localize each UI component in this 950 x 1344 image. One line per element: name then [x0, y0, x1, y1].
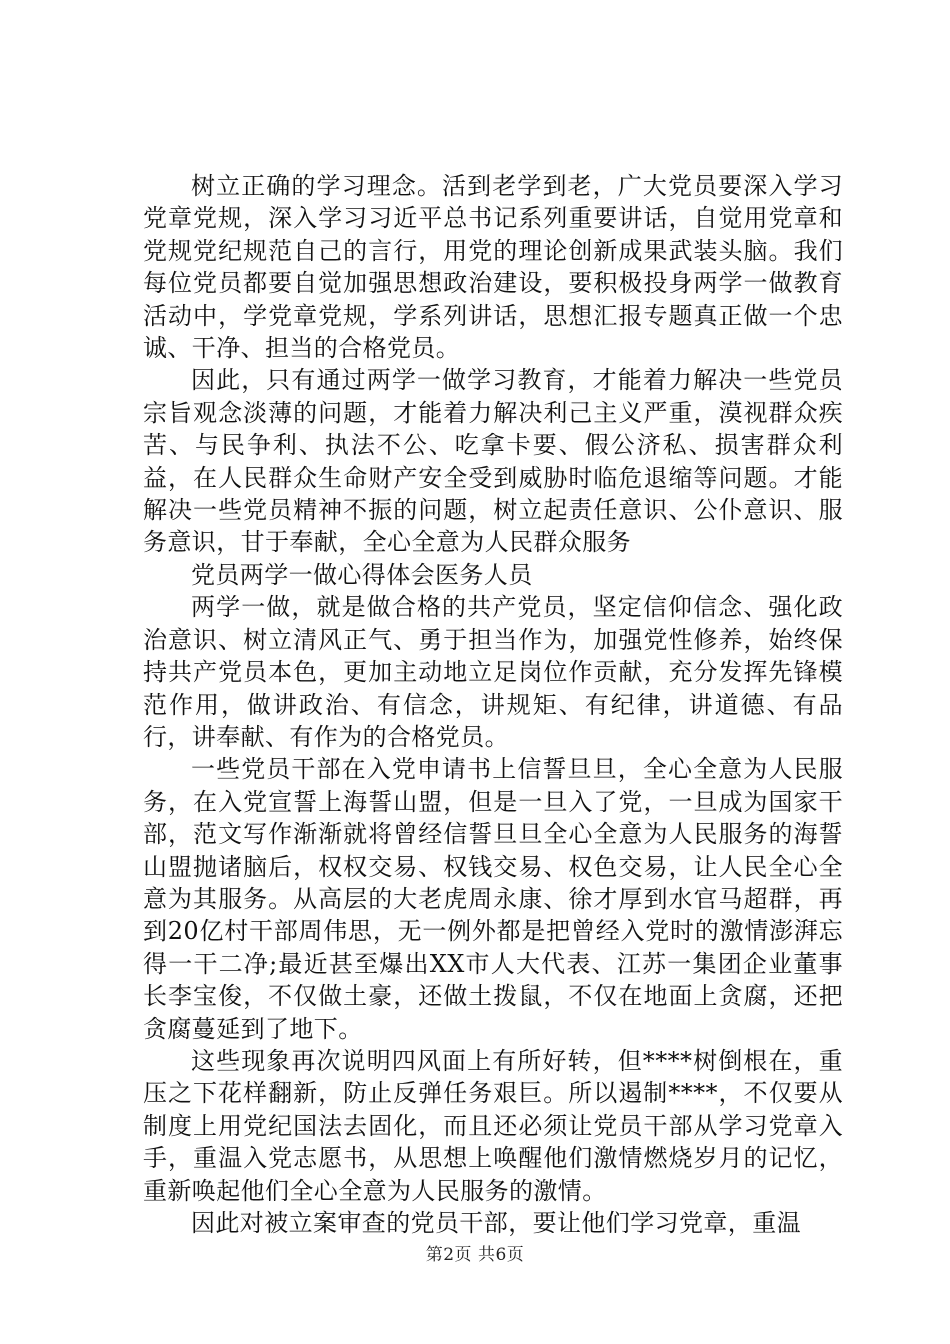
paragraph-two-studies: 两学一做，就是做合格的共产党员，坚定信仰信念、强化政治意识、树立清风正气、勇于担当作为，加强党性修养，始终保持共产党员本色，更加主动地立足岗位作贡献，充分发挥先锋模范作用，做讲政治、有信念，讲规矩、有纪律，讲道德、有品行，讲奉献、有作为的合格党员。 — [143, 593, 843, 751]
paragraph-some-cadres: 一些党员干部在入党申请书上信誓旦旦，全心全意为人民服务，在入党宣誓上海誓山盟，但是一旦入了党，一旦成为国家干部，范文写作渐渐就将曾经信誓旦旦全心全意为人民服务的海誓山盟抛诸脑后，权权交易、权钱交易、权色交易，让人民全心全意为其服务。从高层的大老虎周永康、徐才厚到水官马超群，再到20亿村干部周伟思，无一例外都是把曾经入党时的激情澎湃忘得一干二净;最近甚至爆出XX市人大代表、江苏一集团企业董事长李宝俊，不仅做土豪，还做土拨鼠，不仅在地面上贪腐，还把贪腐蔓延到了地下。 — [143, 755, 843, 1043]
body-text — [143, 170, 843, 1239]
paragraph-study-concept: 树立正确的学习理念。活到老学到老，广大党员要深入学习党章党规，深入学习习近平总书记系列重要讲话，自觉用党章和党规党纪规范自己的言行，用党的理论创新成果武装头脑。我们每位党员都要自觉加强思想政治建设，要积极投身两学一做教育活动中，学党章党规，学系列讲话，思想汇报专题真正做一个忠诚、干净、担当的合格党员。 — [143, 172, 843, 363]
page-number-footer: 第2页 共6页 — [425, 1245, 525, 1265]
paragraph-investigated-cadres: 因此对被立案审查的党员干部，要让他们学习党章，重温 — [191, 1209, 801, 1237]
section-heading: 党员两学一做心得体会医务人员 — [191, 560, 533, 589]
paragraph-phenomena: 这些现象再次说明四风面上有所好转，但****树倒根在，重压之下花样翻新，防止反弹任务艰巨。所以遏制****，不仅要从制度上用党纪国法去固化，而且还必须让党员干部从学习党章入手，重温入党志愿书，从思想上唤醒他们激情燃烧岁月的记忆，重新唤起他们全心全意为人民服务的激情。 — [143, 1046, 843, 1205]
paragraph-therefore: 因此，只有通过两学一做学习教育，才能着力解决一些党员宗旨观念淡薄的问题，才能着力解决利己主义严重，漠视群众疾苦、与民争利、执法不公、吃拿卡要、假公济私、损害群众利益，在人民群众生命财产安全受到威胁时临危退缩等问题。才能解决一些党员精神不振的问题，树立起责任意识、公仆意识、服务意识，甘于奉献，全心全意为人民群众服务 — [143, 366, 843, 557]
